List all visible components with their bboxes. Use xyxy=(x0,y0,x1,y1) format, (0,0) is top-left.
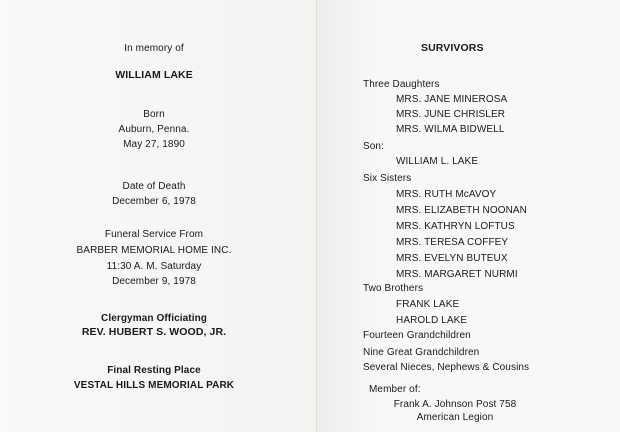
survivors-title: SURVIVORS xyxy=(421,42,484,54)
sister-6: MRS. MARGARET NURMI xyxy=(396,269,518,280)
brothers-label: Two Brothers xyxy=(363,283,424,294)
member-org-legion: American Legion xyxy=(416,412,494,423)
deceased-name: WILLIAM LAKE xyxy=(115,69,193,81)
brother-2: HAROLD LAKE xyxy=(396,315,468,326)
born-place: Auburn, Penna. xyxy=(118,124,190,135)
service-place: BARBER MEMORIAL HOME INC. xyxy=(76,245,232,256)
brother-1: FRANK LAKE xyxy=(396,299,460,310)
sister-3: MRS. KATHRYN LOFTUS xyxy=(396,221,515,232)
daughter-2: MRS. JUNE CHRISLER xyxy=(396,109,506,120)
sister-5: MRS. EVELYN BUTEUX xyxy=(396,253,508,264)
resting-place: VESTAL HILLS MEMORIAL PARK xyxy=(73,380,235,391)
sister-4: MRS. TERESA COFFEY xyxy=(396,237,509,248)
nieces-nephews: Several Nieces, Nephews & Cousins xyxy=(363,362,530,373)
daughter-1: MRS. JANE MINEROSA xyxy=(396,94,508,105)
born-date: May 27, 1890 xyxy=(123,139,185,150)
great-grandchildren: Nine Great Grandchildren xyxy=(363,347,480,358)
death-date: December 6, 1978 xyxy=(112,196,196,207)
clergy-label: Clergyman Officiating xyxy=(100,313,208,324)
daughter-3: MRS. WILMA BIDWELL xyxy=(396,124,505,135)
in-memory-of: In memory of xyxy=(124,43,184,54)
born-label: Born xyxy=(143,109,165,120)
son-name: WILLIAM L. LAKE xyxy=(396,156,479,167)
clergy-name: REV. HUBERT S. WOOD, JR. xyxy=(81,326,227,338)
service-label: Funeral Service From xyxy=(104,229,204,240)
resting-label: Final Resting Place xyxy=(107,365,201,376)
death-label: Date of Death xyxy=(122,181,186,192)
member-label: Member of: xyxy=(369,384,421,395)
sister-2: MRS. ELIZABETH NOONAN xyxy=(396,205,528,216)
sisters-label: Six Sisters xyxy=(363,173,412,184)
service-time: 11:30 A. M. Saturday xyxy=(106,261,202,272)
service-date: December 9, 1978 xyxy=(112,276,196,287)
sister-1: MRS. RUTH McAVOY xyxy=(396,189,497,200)
son-label: Son: xyxy=(363,141,384,152)
grandchildren: Fourteen Grandchildren xyxy=(363,330,471,341)
right-panel xyxy=(318,0,620,432)
daughters-label: Three Daughters xyxy=(363,79,440,90)
member-org-post: Frank A. Johnson Post 758 xyxy=(393,399,517,410)
